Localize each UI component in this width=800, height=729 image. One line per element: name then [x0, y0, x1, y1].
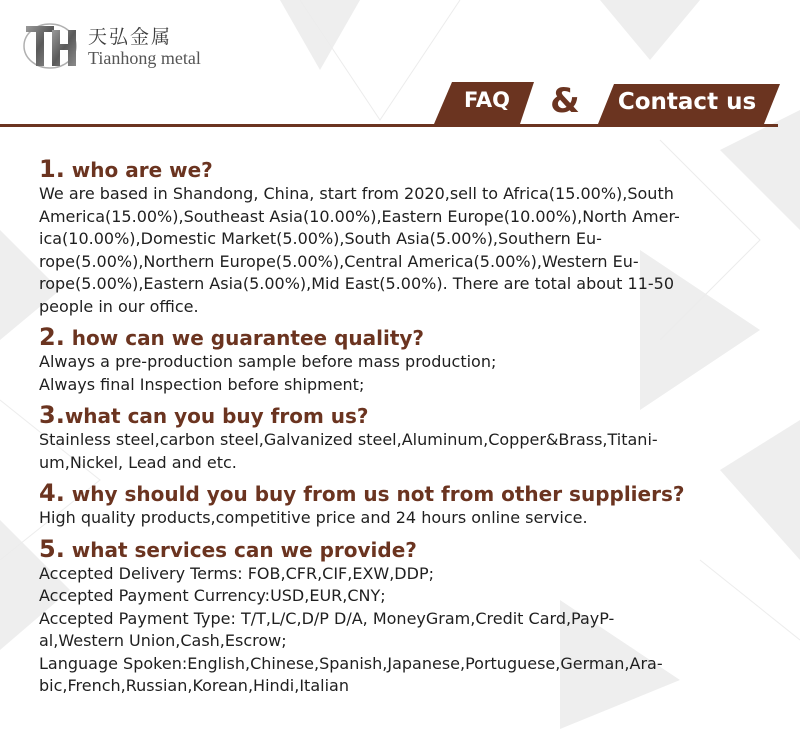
tianhong-logo-icon	[20, 16, 84, 72]
faq-question-text: who are we?	[64, 158, 213, 182]
faq-number: 2.	[39, 323, 65, 351]
faq-question	[39, 156, 769, 183]
faq-item-3	[39, 402, 769, 474]
faq-question-text: why should you buy from us not from other suppliers?	[64, 482, 685, 506]
faq-answer-line: people in our office.	[39, 296, 199, 316]
faq-answer-line: America(15.00%),Southeast Asia(10.00%),Eastern Europe(10.00%),North Amer-	[39, 206, 680, 226]
faq-item-4	[39, 480, 769, 530]
faq-answer-line: ica(10.00%),Domestic Market(5.00%),South Asia(5.00%),Southern Eu-	[39, 229, 602, 248]
faq-item-1	[39, 156, 769, 318]
faq-number: 5.	[39, 534, 65, 563]
faq-answer-line: Accepted Payment Type: T/T,L/C,D/P D/A, MoneyGram,Credit Card,PayP-	[39, 608, 615, 628]
faq-item-5	[39, 536, 769, 698]
faq-answer-line: Accepted Delivery Terms: FOB,CFR,CIF,EXW,DDP;	[39, 563, 434, 583]
faq-question-text: what can you buy from us?	[64, 404, 369, 428]
faq-answer-line: al,Western Union,Cash,Escrow;	[39, 631, 287, 650]
faq-answer-line: bic,French,Russian,Korean,Hindi,Italian	[39, 676, 349, 695]
faq-number: 1.	[39, 155, 65, 183]
ampersand: &	[550, 81, 580, 121]
brand-name-english: Tianhong metal	[88, 48, 201, 68]
faq-contact-banner	[0, 80, 800, 130]
faq-item-2	[39, 324, 769, 396]
faq-answer-line: Language Spoken:English,Chinese,Spanish,Japanese,Portuguese,German,Ara-	[39, 653, 663, 673]
faq-answer-line: um,Nickel, Lead and etc.	[39, 452, 237, 472]
contact-us-tab[interactable]: Contact us	[617, 89, 757, 115]
faq-answer-line: Stainless steel,carbon steel,Galvanized steel,Aluminum,Copper&Brass,Titani-	[39, 430, 658, 449]
faq-number: 4.	[39, 479, 65, 507]
faq-answer-line: Always a pre-production sample before mass production;	[39, 352, 497, 371]
brand-logo[interactable]	[20, 16, 230, 76]
faq-answer-line: Always final Inspection before shipment;	[39, 374, 365, 394]
faq-tab[interactable]: FAQ	[463, 88, 511, 112]
faq-question	[39, 324, 769, 351]
header	[0, 0, 800, 140]
faq-question-text: how can we guarantee quality?	[64, 326, 425, 350]
faq-answer-line: rope(5.00%),Northern Europe(5.00%),Central America(5.00%),Western Eu-	[39, 251, 639, 271]
faq-question	[39, 480, 769, 507]
faq-list	[39, 156, 769, 704]
faq-number: 3.	[39, 401, 65, 429]
faq-question-text: what services can we provide?	[64, 537, 417, 562]
faq-answer-line: High quality products,competitive price and 24 hours online service.	[39, 508, 588, 527]
faq-answer-line: Accepted Payment Currency:USD,EUR,CNY;	[39, 586, 386, 605]
faq-question	[39, 402, 769, 429]
brand-name-chinese: 天弘金属	[88, 26, 173, 48]
faq-question	[39, 536, 769, 563]
faq-answer-line: We are based in Shandong, China, start from 2020,sell to Africa(15.00%),South	[39, 184, 674, 203]
faq-answer-line: rope(5.00%),Eastern Asia(5.00%),Mid East(5.00%). There are total about 11-50	[39, 274, 675, 293]
